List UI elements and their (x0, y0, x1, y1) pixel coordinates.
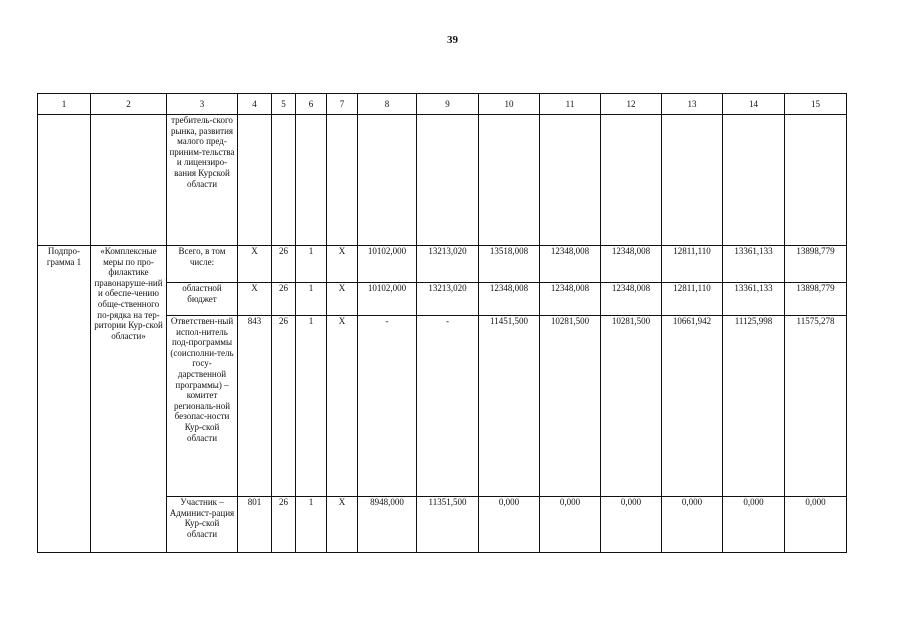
table-cell: - (358, 316, 417, 497)
table-cell: 8948,000 (358, 497, 417, 553)
table-cell: 11575,278 (785, 316, 847, 497)
table-cell: X (327, 497, 358, 553)
table-cell: 26 (272, 497, 296, 553)
table-cell: 1 (296, 283, 327, 316)
table-cell: 12811,110 (662, 283, 723, 316)
column-header: 5 (272, 94, 296, 115)
table-cell: 10102,000 (358, 283, 417, 316)
table-cell: 1 (296, 246, 327, 283)
table-cell: 11451,500 (479, 316, 540, 497)
table-cell: 10281,500 (601, 316, 662, 497)
table-cell: 12811,110 (662, 246, 723, 283)
table-cell: 13361,133 (723, 283, 785, 316)
column-header: 12 (601, 94, 662, 115)
table-cell: 13361,133 (723, 246, 785, 283)
column-header: 9 (417, 94, 479, 115)
row-label: Участник – Админист-рация Кур-ской области (167, 497, 238, 553)
table-cell: 0,000 (601, 497, 662, 553)
table-cell: 12348,008 (540, 246, 601, 283)
table-cell: X (238, 283, 272, 316)
table-cell: 0,000 (540, 497, 601, 553)
table-cell: 26 (272, 246, 296, 283)
table-cell: 10661,942 (662, 316, 723, 497)
table-cell (358, 115, 417, 246)
column-header: 10 (479, 94, 540, 115)
table-cell (785, 115, 847, 246)
column-header: 11 (540, 94, 601, 115)
table-cell: 12348,008 (601, 283, 662, 316)
column-header: 1 (38, 94, 91, 115)
page-number: 39 (447, 34, 458, 46)
table-cell: 843 (238, 316, 272, 497)
budget-table (37, 93, 847, 553)
table-cell: 13213,020 (417, 246, 479, 283)
column-header: 2 (91, 94, 167, 115)
column-header: 14 (723, 94, 785, 115)
table-cell: 0,000 (662, 497, 723, 553)
column-header: 13 (662, 94, 723, 115)
table-cell (38, 115, 91, 246)
column-header: 15 (785, 94, 847, 115)
table-cell: X (238, 246, 272, 283)
table-cell: 801 (238, 497, 272, 553)
table-cell: 13898,779 (785, 246, 847, 283)
header-row (38, 94, 847, 115)
table-cell (417, 115, 479, 246)
table-cell: X (327, 283, 358, 316)
table-cell: 11125,998 (723, 316, 785, 497)
column-header: 7 (327, 94, 358, 115)
table-cell: 12348,008 (479, 283, 540, 316)
table-cell (272, 115, 296, 246)
table-cell: - (417, 316, 479, 497)
table-cell: 26 (272, 316, 296, 497)
table-cell (662, 115, 723, 246)
table-cell: 1 (296, 316, 327, 497)
table-cell (296, 115, 327, 246)
subprogram-title: «Комплексные меры по про-филактике правонаруше-ний и обеспе-чению обще-ственного по-рядка на тер-ритории Кур-ской области» (91, 246, 167, 553)
table-cell: 13518,008 (479, 246, 540, 283)
table-cell: 12348,008 (540, 283, 601, 316)
table-cell (327, 115, 358, 246)
table-cell (723, 115, 785, 246)
column-header: 6 (296, 94, 327, 115)
table-cell: 0,000 (785, 497, 847, 553)
table-cell: 0,000 (479, 497, 540, 553)
row-label: Всего, в том числе: (167, 246, 238, 283)
table-cell: 1 (296, 497, 327, 553)
table-cell: 0,000 (723, 497, 785, 553)
column-header: 8 (358, 94, 417, 115)
table-cell: 10102,000 (358, 246, 417, 283)
column-header: 3 (167, 94, 238, 115)
table-cell: 13898,779 (785, 283, 847, 316)
subprogram-code: Подпро-грамма 1 (38, 246, 91, 553)
table-cell: X (327, 246, 358, 283)
table-cell (601, 115, 662, 246)
column-header: 4 (238, 94, 272, 115)
table-cell: 13213,020 (417, 283, 479, 316)
table-cell: 26 (272, 283, 296, 316)
continuation-row (38, 115, 847, 246)
table-cell: 12348,008 (601, 246, 662, 283)
table-cell: 10281,500 (540, 316, 601, 497)
table-cell (540, 115, 601, 246)
row-label: Ответствен-ный испол-нитель под-программы (соисполни-тель госу-дарственной программы) – комитет региональ-ной безопас-ности Кур-ской области (167, 316, 238, 497)
table-row (38, 246, 847, 283)
table-cell: X (327, 316, 358, 497)
table-cell (238, 115, 272, 246)
continuation-text: требитель-ского рынка, развития малого пред-приним-тельства и лицензиро-вания Курской области (167, 115, 238, 246)
row-label: областной бюджет (167, 283, 238, 316)
table-cell (479, 115, 540, 246)
table-cell (91, 115, 167, 246)
table-cell: 11351,500 (417, 497, 479, 553)
